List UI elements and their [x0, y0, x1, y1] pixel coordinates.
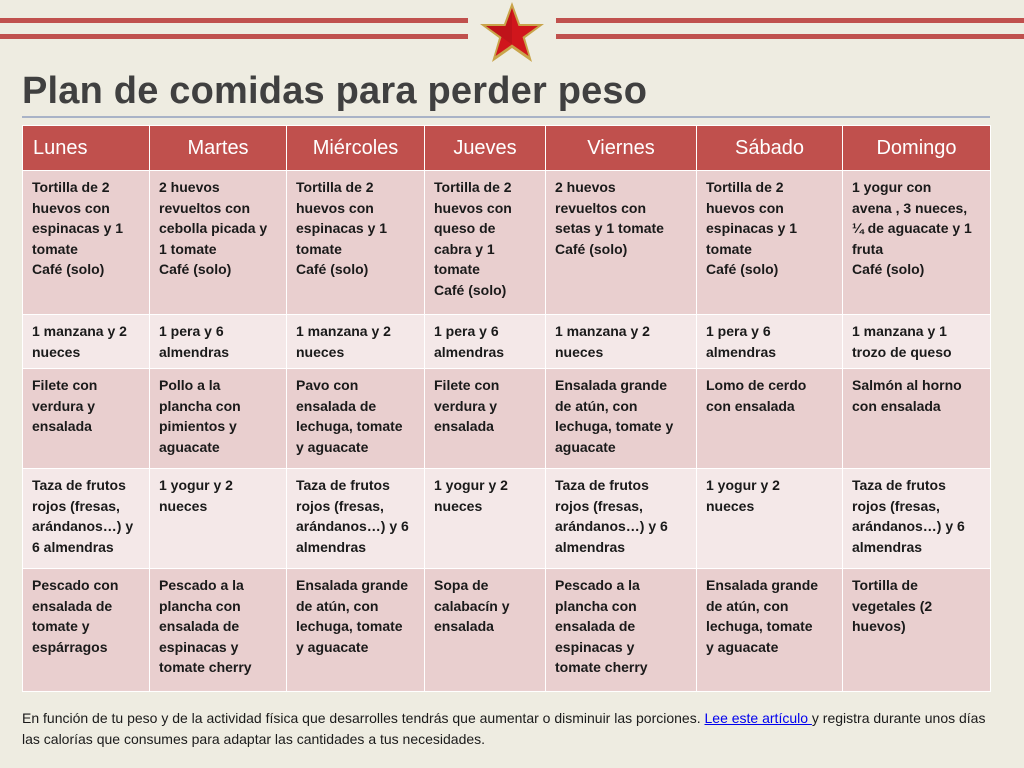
meal-cell: Lomo de cerdo con ensalada [697, 369, 843, 469]
meal-cell: Pescado con ensalada de tomate y espárragos [23, 569, 150, 692]
header-stripe [556, 18, 1024, 23]
meal-cell: Taza de frutos rojos (fresas, arándanos…) y 6 almendras [287, 469, 425, 569]
meal-cell: 2 huevos revueltos con cebolla picada y 1 tomate Café (solo) [150, 171, 287, 315]
table-row [23, 315, 991, 369]
meal-cell: Taza de frutos rojos (fresas, arándanos…) y 6 almendras [843, 469, 991, 569]
meal-cell: Tortilla de vegetales (2 huevos) [843, 569, 991, 692]
meal-cell: 1 manzana y 2 nueces [287, 315, 425, 369]
day-header: Martes [150, 126, 287, 171]
meal-cell: 1 yogur y 2 nueces [150, 469, 287, 569]
day-header: Miércoles [287, 126, 425, 171]
meal-cell: Ensalada grande de atún, con lechuga, tomate y aguacate [697, 569, 843, 692]
footer-text: En función de tu peso y de la actividad física que desarrolles tendrás que aumentar o disminuir las porciones. [22, 710, 705, 726]
header-stripe [556, 34, 1024, 39]
meal-cell: 2 huevos revueltos con setas y 1 tomate Café (solo) [546, 171, 697, 315]
article-link[interactable]: Lee este artículo [704, 710, 812, 726]
meal-cell: 1 manzana y 2 nueces [546, 315, 697, 369]
meal-cell: 1 pera y 6 almendras [697, 315, 843, 369]
meal-cell: Tortilla de 2 huevos con espinacas y 1 tomate Café (solo) [23, 171, 150, 315]
day-header: Lunes [23, 126, 150, 171]
star-icon [474, 0, 550, 68]
table-row [23, 369, 991, 469]
title-divider [22, 116, 990, 118]
meal-plan-table [22, 125, 991, 692]
meal-cell: Taza de frutos rojos (fresas, arándanos…) y 6 almendras [546, 469, 697, 569]
meal-cell: Salmón al horno con ensalada [843, 369, 991, 469]
day-header: Sábado [697, 126, 843, 171]
header-stripe [0, 34, 468, 39]
meal-cell: 1 yogur con avena , 3 nueces, ¼ de aguacate y 1 fruta Café (solo) [843, 171, 991, 315]
table-row [23, 171, 991, 315]
table-header-row [23, 126, 991, 171]
meal-cell: Ensalada grande de atún, con lechuga, tomate y aguacate [287, 569, 425, 692]
day-header: Viernes [546, 126, 697, 171]
meal-cell: 1 manzana y 1 trozo de queso [843, 315, 991, 369]
meal-cell: Tortilla de 2 huevos con queso de cabra y 1 tomate Café (solo) [425, 171, 546, 315]
header-stripe [0, 18, 468, 23]
table-row [23, 569, 991, 692]
meal-cell: Pavo con ensalada de lechuga, tomate y aguacate [287, 369, 425, 469]
meal-cell: Pescado a la plancha con ensalada de espinacas y tomate cherry [150, 569, 287, 692]
meal-cell: Tortilla de 2 huevos con espinacas y 1 tomate Café (solo) [697, 171, 843, 315]
meal-cell: Filete con verdura y ensalada [425, 369, 546, 469]
table-row [23, 469, 991, 569]
day-header: Jueves [425, 126, 546, 171]
meal-cell: Filete con verdura y ensalada [23, 369, 150, 469]
footer-note [22, 708, 1002, 750]
meal-cell: Taza de frutos rojos (fresas, arándanos…) y 6 almendras [23, 469, 150, 569]
day-header: Domingo [843, 126, 991, 171]
meal-cell: 1 yogur y 2 nueces [697, 469, 843, 569]
footer-text-end: y registra durante unos días las calorías que consumes para adaptar las cantidades a tus necesidades. [22, 710, 986, 747]
meal-cell: 1 manzana y 2 nueces [23, 315, 150, 369]
meal-cell: 1 yogur y 2 nueces [425, 469, 546, 569]
meal-cell: 1 pera y 6 almendras [425, 315, 546, 369]
meal-cell: Ensalada grande de atún, con lechuga, tomate y aguacate [546, 369, 697, 469]
meal-cell: Tortilla de 2 huevos con espinacas y 1 tomate Café (solo) [287, 171, 425, 315]
page-title: Plan de comidas para perder peso [22, 70, 648, 112]
meal-cell: 1 pera y 6 almendras [150, 315, 287, 369]
meal-cell: Pescado a la plancha con ensalada de espinacas y tomate cherry [546, 569, 697, 692]
meal-cell: Sopa de calabacín y ensalada [425, 569, 546, 692]
meal-cell: Pollo a la plancha con pimientos y aguacate [150, 369, 287, 469]
